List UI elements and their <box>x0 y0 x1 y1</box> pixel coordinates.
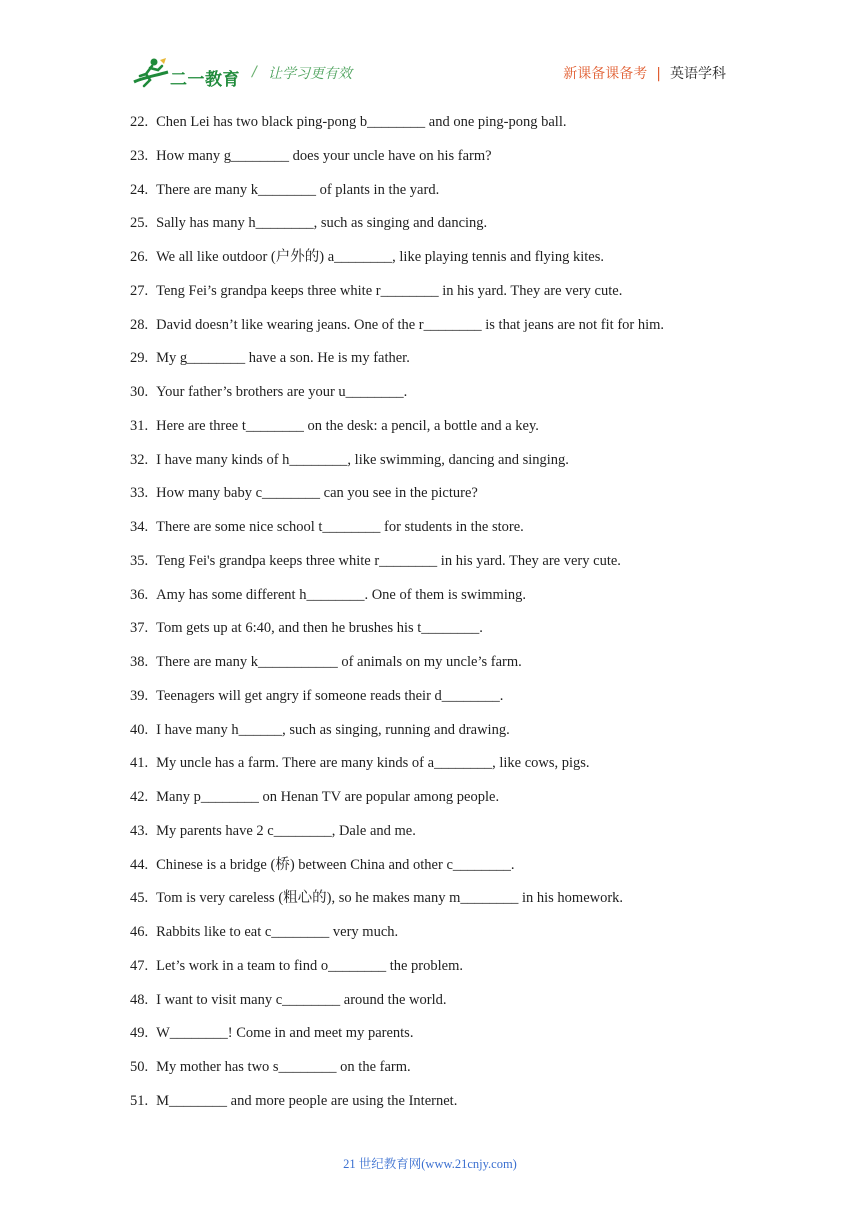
question-item <box>130 922 770 956</box>
question-item <box>130 956 770 990</box>
question-number: 32. <box>130 451 149 468</box>
question-text: My parents have 2 c________, Dale and me. <box>156 822 416 839</box>
question-item <box>130 551 770 585</box>
question-item <box>130 483 770 517</box>
question-number: 29. <box>130 350 149 367</box>
question-number: 22. <box>130 114 149 130</box>
slogan: 让学习更有效 <box>268 66 352 82</box>
question-text: There are many k________ of plants in the yard. <box>156 181 440 198</box>
question-number: 48. <box>130 991 149 1008</box>
question-text: My uncle has a farm. There are many kinds of a________, like cows, pigs. <box>156 755 590 772</box>
runner-logo-icon <box>130 56 170 90</box>
question-item <box>130 753 770 787</box>
question-item <box>130 1091 770 1125</box>
question-list <box>130 112 770 1125</box>
question-item <box>130 450 770 484</box>
question-number: 40. <box>130 721 149 738</box>
question-text: How many g________ does your uncle have on his farm? <box>156 147 492 164</box>
question-number: 51. <box>130 1092 149 1109</box>
question-item <box>130 213 770 247</box>
question-text: Teng Fei’s grandpa keeps three white r________ in his yard. They are very cute. <box>156 282 623 299</box>
question-number: 24. <box>130 181 149 198</box>
question-text: My g________ have a son. He is my father. <box>156 350 410 367</box>
question-number: 36. <box>130 586 149 603</box>
question-text: W________! Come in and meet my parents. <box>156 1025 414 1042</box>
slogan-slash: / <box>252 64 257 80</box>
question-item <box>130 1057 770 1091</box>
question-text: Here are three t________ on the desk: a pencil, a bottle and a key. <box>156 417 539 434</box>
question-text: I have many kinds of h________, like swimming, dancing and singing. <box>156 451 569 468</box>
question-text: Your father’s brothers are your u________. <box>156 384 408 400</box>
question-number: 46. <box>130 924 149 940</box>
question-number: 38. <box>130 654 149 670</box>
question-text: Amy has some different h________. One of them is swimming. <box>156 586 526 603</box>
question-item <box>130 517 770 551</box>
question-text: Chinese is a bridge (桥) between China and other c________. <box>156 856 515 873</box>
question-text: Tom gets up at 6:40, and then he brushes his t________. <box>156 620 483 637</box>
question-text: Many p________ on Henan TV are popular among people. <box>156 789 500 805</box>
question-item <box>130 855 770 889</box>
question-text: Teenagers will get angry if someone reads their d________. <box>156 687 504 704</box>
question-text: Sally has many h________, such as singing and dancing. <box>156 215 488 232</box>
question-text: Tom is very careless (粗心的), so he makes many m________ in his homework. <box>156 890 624 907</box>
header-right <box>563 63 726 83</box>
question-number: 39. <box>130 687 149 704</box>
question-number: 45. <box>130 890 149 907</box>
question-number: 43. <box>130 822 149 839</box>
question-item <box>130 247 770 281</box>
question-number: 33. <box>130 485 149 502</box>
subject-label: 英语学科 <box>670 66 726 82</box>
question-item <box>130 686 770 720</box>
question-item <box>130 146 770 180</box>
question-number: 42. <box>130 789 149 805</box>
question-item <box>130 821 770 855</box>
question-text: Let’s work in a team to find o________ the problem. <box>156 957 463 974</box>
question-item <box>130 585 770 619</box>
question-text: There are some nice school t________ for students in the store. <box>156 519 524 535</box>
page-header <box>130 56 728 90</box>
question-number: 31. <box>130 417 149 434</box>
question-number: 35. <box>130 552 149 569</box>
question-item <box>130 990 770 1024</box>
question-item <box>130 281 770 315</box>
header-separator: | <box>656 66 661 82</box>
question-item <box>130 382 770 416</box>
question-number: 23. <box>130 147 149 164</box>
question-item <box>130 787 770 821</box>
question-text: There are many k___________ of animals on my uncle’s farm. <box>156 654 522 670</box>
question-number: 50. <box>130 1059 149 1075</box>
question-item <box>130 618 770 652</box>
question-text: I want to visit many c________ around the world. <box>156 991 447 1008</box>
question-text: Teng Fei's grandpa keeps three white r________ in his yard. They are very cute. <box>156 552 621 569</box>
question-number: 47. <box>130 957 149 974</box>
question-text: We all like outdoor (户外的) a________, like playing tennis and flying kites. <box>156 249 604 265</box>
course-label: 新课备课备考 <box>563 66 648 82</box>
question-item <box>130 1023 770 1057</box>
question-text: My mother has two s________ on the farm. <box>156 1059 411 1075</box>
question-text: David doesn’t like wearing jeans. One of the r________ is that jeans are not fit for him. <box>156 316 665 333</box>
question-number: 26. <box>130 249 149 265</box>
question-item <box>130 652 770 686</box>
footer-text: 21 世纪教育网(www.21cnjy.com) <box>343 1157 517 1171</box>
question-text: Rabbits like to eat c________ very much. <box>156 924 399 940</box>
question-item <box>130 888 770 922</box>
question-number: 28. <box>130 316 149 333</box>
question-item <box>130 348 770 382</box>
question-number: 41. <box>130 755 149 772</box>
question-text: How many baby c________ can you see in the picture? <box>156 485 478 502</box>
question-item <box>130 112 770 146</box>
page-footer <box>0 1154 860 1172</box>
logo-text: 二一教育 <box>170 70 240 90</box>
question-text: I have many h______, such as singing, running and drawing. <box>156 721 510 738</box>
question-item <box>130 720 770 754</box>
question-text: M________ and more people are using the Internet. <box>156 1092 458 1109</box>
question-number: 25. <box>130 215 149 232</box>
question-item <box>130 315 770 349</box>
question-number: 49. <box>130 1025 149 1042</box>
question-text: Chen Lei has two black ping-pong b________ and one ping-pong ball. <box>156 114 567 130</box>
brand-logo <box>130 56 242 90</box>
question-number: 34. <box>130 519 149 535</box>
question-number: 27. <box>130 282 149 299</box>
question-number: 30. <box>130 384 149 400</box>
question-item <box>130 416 770 450</box>
question-number: 37. <box>130 620 149 637</box>
question-number: 44. <box>130 856 149 873</box>
question-item <box>130 180 770 214</box>
